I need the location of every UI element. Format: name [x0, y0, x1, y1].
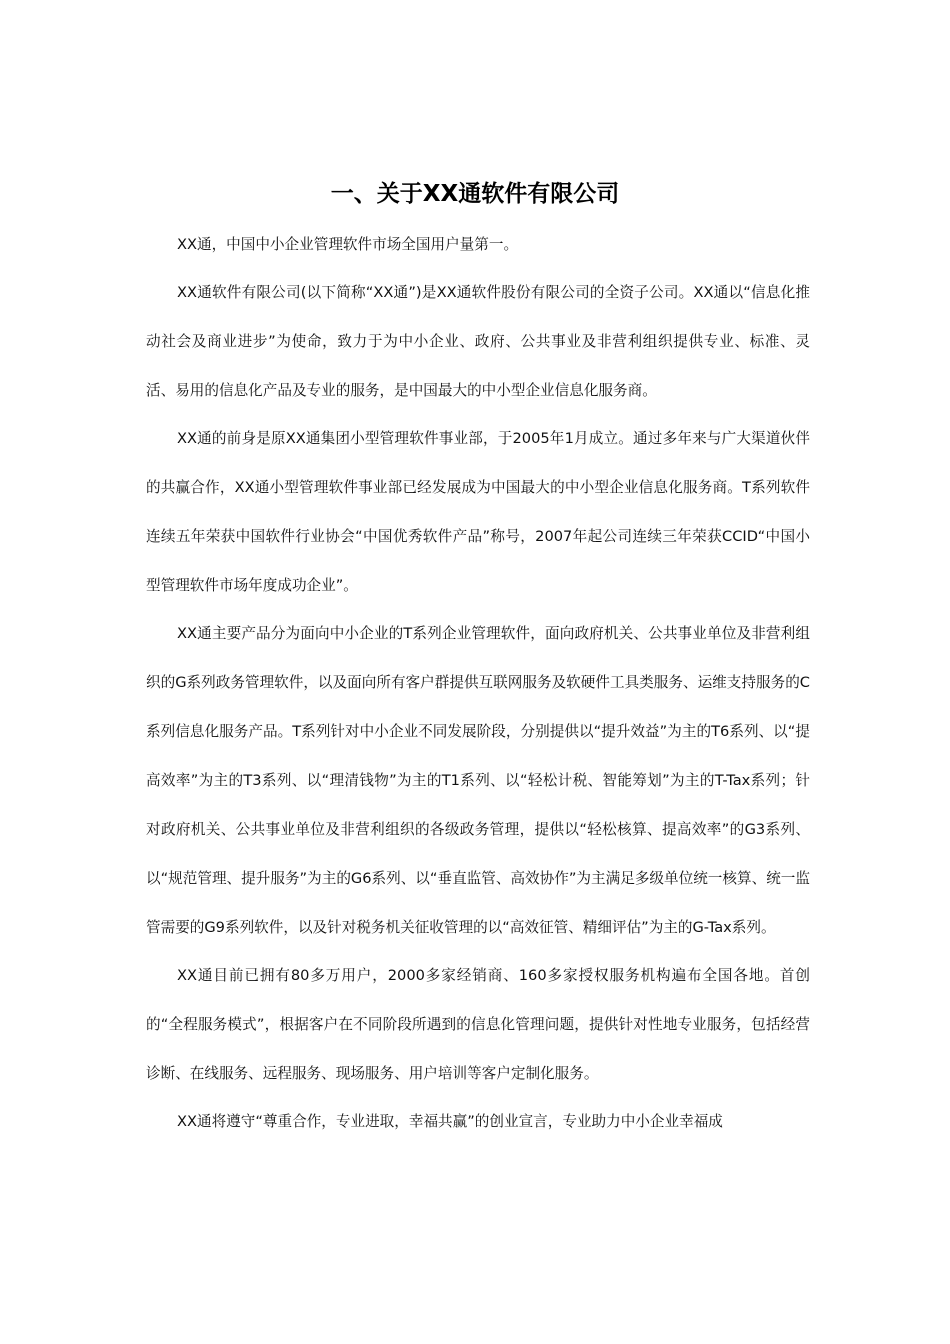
paragraph-company-overview: XX通软件有限公司(以下简称“XX通”)是XX通软件股份有限公司的全资子公司。XX通以“信息化推动社会及商业进步”为使命，致力于为中小企业、政府、公共事业及非营利组织提供专业、标准、灵活、易用的信息化产品及专业的服务，是中国最大的中小型企业信息化服务商。	[146, 284, 810, 399]
paragraph-users-services: XX通目前已拥有80多万用户，2000多家经销商、160多家授权服务机构遍布全国各地。首创的“全程服务模式”，根据客户在不同阶段所遇到的信息化管理问题，提供针对性地专业服务，包括经营诊断、在线服务、远程服务、现场服务、用户培训等客户定制化服务。	[146, 967, 810, 1082]
section-heading: 一、关于XX通软件有限公司	[330, 181, 620, 207]
paragraph-history: XX通的前身是原XX通集团小型管理软件事业部，于2005年1月成立。通过多年来与广大渠道伙伴的共赢合作，XX通小型管理软件事业部已经发展成为中国最大的中小型企业信息化服务商。T系列软件连续五年荣获中国软件行业协会“中国优秀软件产品”称号，2007年起公司连续三年荣获CCID“中国小型管理软件市场年度成功企业”。	[146, 430, 810, 594]
paragraph-intro: XX通，中国中小企业管理软件市场全国用户量第一。	[177, 236, 519, 253]
document-body	[146, 220, 810, 1146]
paragraph-products: XX通主要产品分为面向中小企业的T系列企业管理软件，面向政府机关、公共事业单位及非营利组织的G系列政务管理软件，以及面向所有客户群提供互联网服务及软硬件工具类服务、运维支持服务的C系列信息化服务产品。T系列针对中小企业不同发展阶段，分别提供以“提升效益”为主的T6系列、以“提高效率”为主的T3系列、以“理清钱物”为主的T1系列、以“轻松计税、智能筹划”为主的T-Tax系列；针对政府机关、公共事业单位及非营利组织的各级政务管理，提供以“轻松核算、提高效率”的G3系列、以“规范管理、提升服务”为主的G6系列、以“垂直监管、高效协作”为主满足多级单位统一核算、统一监管需要的G9系列软件，以及针对税务机关征收管理的以“高效征管、精细评估”为主的G-Tax系列。	[146, 625, 810, 936]
paragraph-mission: XX通将遵守“尊重合作，专业进取，幸福共赢”的创业宣言，专业助力中小企业幸福成	[177, 1113, 723, 1130]
